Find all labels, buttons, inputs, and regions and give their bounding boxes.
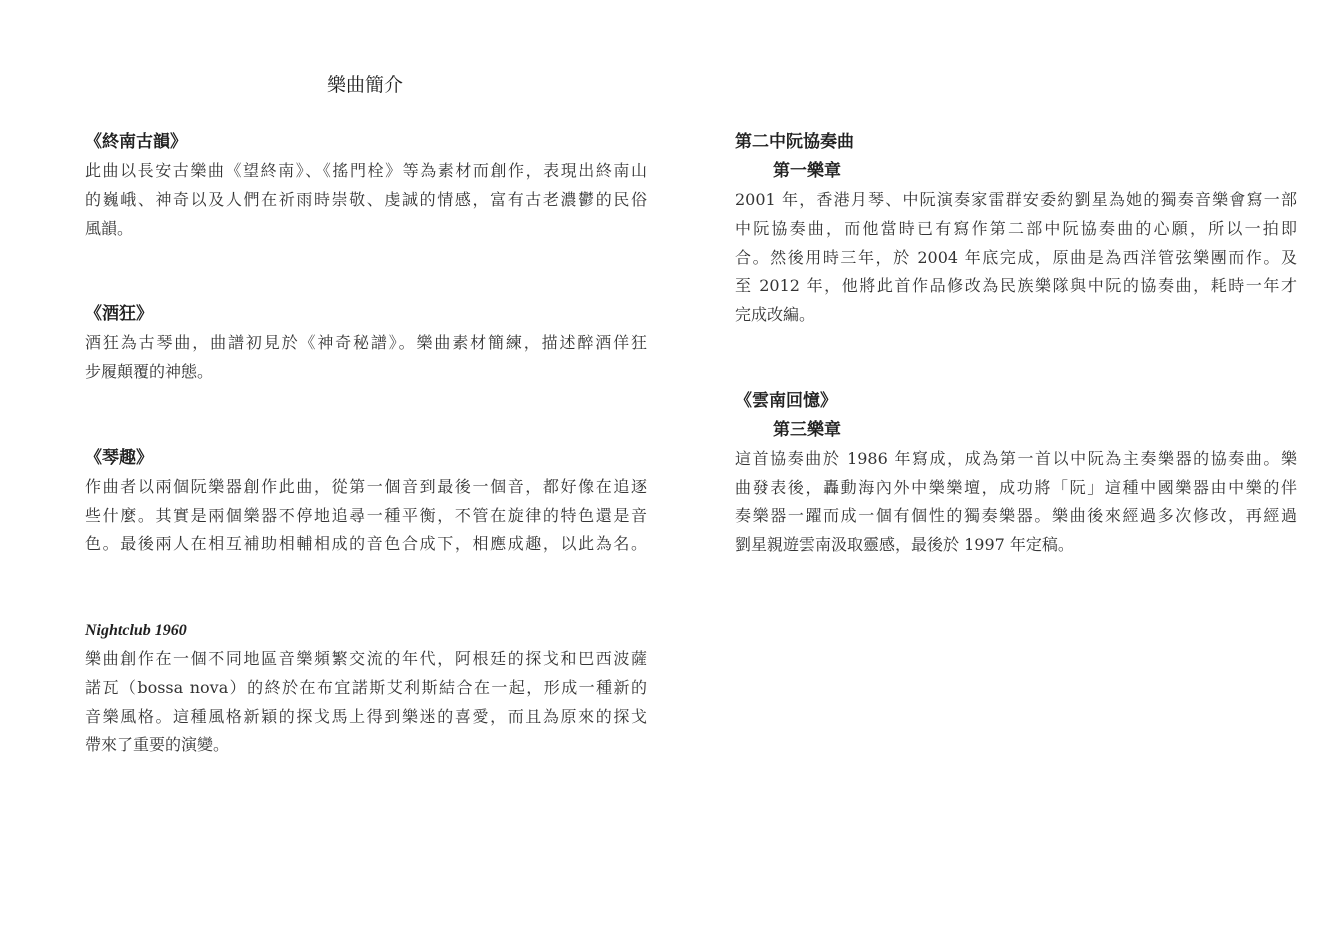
description-line: 此曲以長安古樂曲《望終南》、《搖門栓》等為素材而創作，表現出終南山 — [85, 161, 647, 180]
piece-yunnan-huiyi — [735, 387, 1297, 560]
piece-nightclub-1960 — [85, 616, 647, 760]
description-line: 帶來了重要的演變。 — [85, 735, 230, 755]
description-line: 完成改編。 — [735, 305, 816, 324]
description-line: 奏樂器一躍而成一個有個性的獨奏樂器。樂曲後來經過多次修改，再經過 — [735, 506, 1297, 526]
left-column — [85, 128, 647, 760]
description-line: 些什麼。其實是兩個樂器不停地追尋一種平衡，不管在旋律的特色還是音 — [85, 505, 647, 525]
description-line: 曲發表後，轟動海內外中樂樂壇，成功將「阮」這種中國樂器由中樂的伴 — [735, 477, 1297, 497]
description-line: 諾瓦（bossa nova）的終於在布宜諾斯艾利斯結合在一起，形成一種新的 — [85, 677, 647, 697]
description-line: 合。然後用時三年，於 2004 年底完成，原曲是為西洋管弦樂團而作。及 — [735, 247, 1297, 267]
piece-jiukuang — [85, 300, 647, 387]
description-line: 中阮協奏曲，而他當時已有寫作第二部中阮協奏曲的心願，所以一拍即 — [735, 218, 1297, 238]
piece-heading: 《雲南回憶》 — [735, 390, 837, 411]
piece-zhongruan-concerto-2 — [735, 128, 1297, 330]
right-column — [735, 128, 1297, 560]
description-line: 這首協奏曲於 1986 年寫成，成為第一首以中阮為主奏樂器的協奏曲。樂 — [735, 448, 1297, 468]
piece-heading: 《琴趣》 — [85, 447, 153, 468]
description-line: 音樂風格。這種風格新穎的探戈馬上得到樂迷的喜愛，而且為原來的探戈 — [85, 706, 647, 726]
description-line: 作曲者以兩個阮樂器創作此曲，從第一個音到最後一個音，都好像在追逐 — [85, 476, 647, 496]
description-line: 的巍峨、神奇以及人們在祈雨時崇敬、虔誠的情感，富有古老濃鬱的民俗 — [85, 189, 647, 209]
description-line: 2001 年，香港月琴、中阮演奏家雷群安委約劉星為她的獨奏音樂會寫一部 — [735, 190, 1297, 209]
description-line: 至 2012 年，他將此首作品修改為民族樂隊與中阮的協奏曲，耗時一年才 — [735, 276, 1297, 296]
piece-heading: 《酒狂》 — [85, 304, 153, 325]
description-line: 步履顛覆的神態。 — [85, 362, 214, 381]
piece-heading: 《終南古韻》 — [85, 132, 187, 152]
description-line: 樂曲創作在一個不同地區音樂頻繁交流的年代，阿根廷的探戈和巴西波薩 — [85, 649, 647, 668]
description-line: 劉星親遊雲南汲取靈感，最後於 1997 年定稿。 — [735, 535, 1074, 554]
movement-heading: 第一樂章 — [773, 161, 841, 181]
movement-heading: 第三樂章 — [773, 419, 841, 440]
piece-heading: Nightclub 1960 — [85, 622, 187, 639]
page-title: 樂曲簡介 — [327, 74, 404, 96]
piece-heading: 第二中阮協奏曲 — [735, 132, 854, 152]
piece-qinqu — [85, 444, 647, 559]
description-line: 酒狂為古琴曲，曲譜初見於《神奇秘譜》。樂曲素材簡練，描述醉酒佯狂 — [85, 333, 647, 353]
description-line: 色。最後兩人在相互補助相輔相成的音色合成下，相應成趣，以此為名。 — [85, 534, 647, 554]
description-line: 風韻。 — [85, 218, 134, 238]
piece-zhongnan-guyun — [85, 128, 647, 243]
